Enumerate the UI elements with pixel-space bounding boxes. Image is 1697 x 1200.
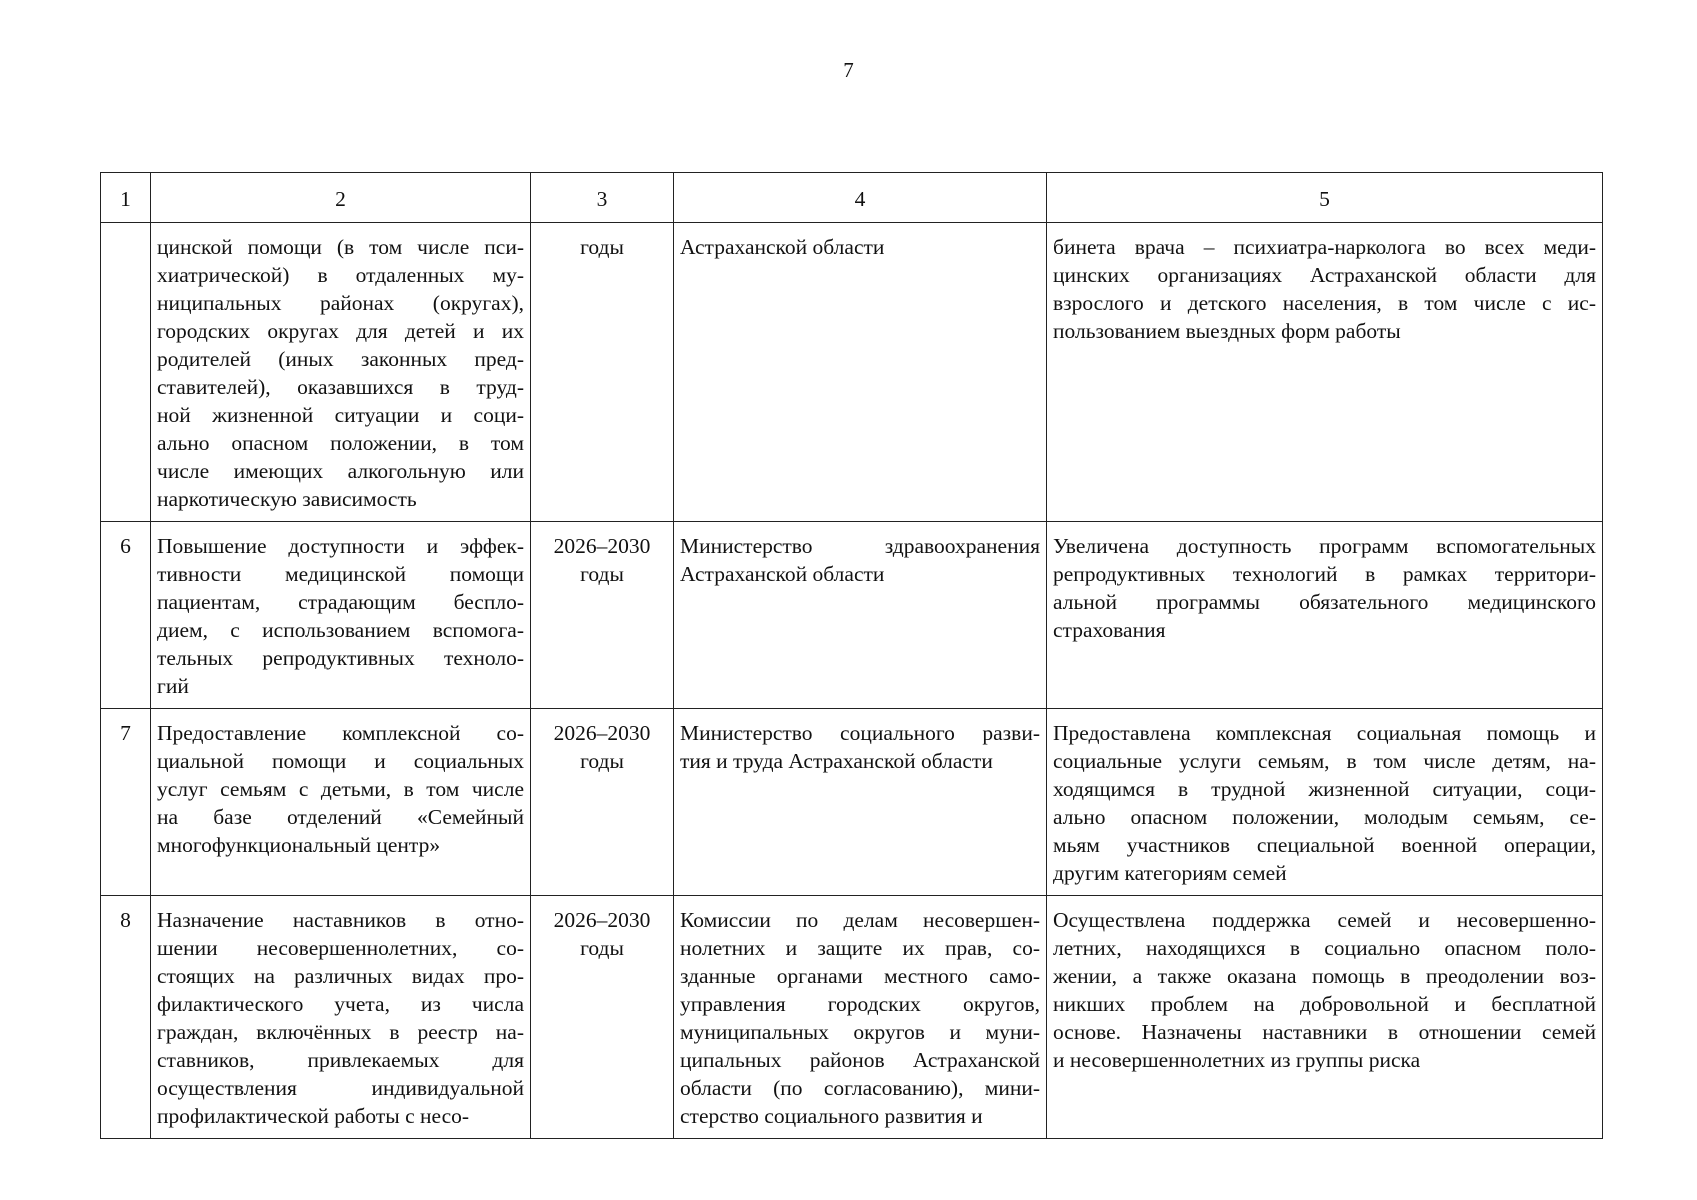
cell-text-line: стоящих на различных видах про- [157, 964, 524, 988]
cell-text-line: родителей (иных законных пред- [157, 347, 524, 371]
table-row [101, 896, 1603, 1139]
cell-text-line: мьям участников специальной военной операции, [1053, 833, 1596, 857]
cell-text-line: летних, находящихся в социально опасном поло- [1053, 936, 1596, 960]
page-number: 7 [843, 58, 854, 82]
table-row [101, 709, 1603, 896]
cell-text-line: ально опасном положении, молодым семьям, се- [1053, 805, 1596, 829]
measure-cell [151, 223, 531, 522]
cell-text-line: на базе отделений «Семейный [157, 805, 524, 829]
measure-cell [151, 896, 531, 1139]
cell-text-line: Министерство социального разви- [680, 721, 1040, 745]
cell-text-line: хиатрической) в отдаленных му- [157, 263, 524, 287]
cell-text-line: тия и труда Астраханской области [680, 749, 993, 773]
cell-text-line: Назначение наставников в отно- [157, 908, 524, 932]
cell-text-line: пользованием выездных форм работы [1053, 319, 1401, 343]
period-cell [531, 522, 674, 709]
row-number: 8 [101, 896, 151, 1139]
period-cell [531, 896, 674, 1139]
cell-text-line: филактического учета, из числа [157, 992, 524, 1016]
cell-text-line: Увеличена доступность программ вспомогательных [1053, 534, 1596, 558]
executor-cell [674, 709, 1047, 896]
measure-cell [151, 522, 531, 709]
cell-text-line: репродуктивных технологий в рамках территори- [1053, 562, 1596, 586]
cell-text-line: взрослого и детского населения, в том числе с ис- [1053, 291, 1596, 315]
period-cell [531, 709, 674, 896]
cell-text-line: страхования [1053, 618, 1166, 642]
result-cell [1047, 709, 1603, 896]
period-cell [531, 223, 674, 522]
cell-text-line: числе имеющих алкогольную или [157, 459, 524, 483]
table-row [101, 522, 1603, 709]
cell-text-line: гий [157, 674, 189, 698]
cell-text-line: муниципальных округов и муни- [680, 1020, 1040, 1044]
cell-text-line: Осуществлена поддержка семей и несовершенно- [1053, 908, 1596, 932]
cell-text-line: цинских организациях Астраханской области для [1053, 263, 1596, 287]
table-row [101, 223, 1603, 522]
cell-text-line: дием, с использованием вспомога- [157, 618, 524, 642]
cell-text-line: основе. Назначены наставники в отношении семей [1053, 1020, 1596, 1044]
executor-cell [674, 896, 1047, 1139]
cell-text-line: ниципальных районах (округах), [157, 291, 524, 315]
header-col-4: 4 [674, 173, 1047, 223]
cell-text-line: 2026–2030 [553, 908, 651, 932]
cell-text-line: Предоставлена комплексная социальная помощь и [1053, 721, 1596, 745]
cell-text-line: шении несовершеннолетних, со- [157, 936, 524, 960]
cell-text-line: области (по согласованию), мини- [680, 1076, 1040, 1100]
cell-text-line: Повышение доступности и эффек- [157, 534, 524, 558]
cell-text-line: многофункциональный центр» [157, 833, 441, 857]
cell-text-line: Комиссии по делам несовершен- [680, 908, 1040, 932]
cell-text-line: зданные органами местного само- [680, 964, 1040, 988]
cell-text-line: Предоставление комплексной со- [157, 721, 524, 745]
cell-text-line: управления городских округов, [680, 992, 1040, 1016]
executor-cell [674, 522, 1047, 709]
cell-text-line: циальной помощи и социальных [157, 749, 524, 773]
cell-text-line: городских округах для детей и их [157, 319, 524, 343]
cell-text-line: бинета врача – психиатра-нарколога во всех меди- [1053, 235, 1596, 259]
header-col-2: 2 [151, 173, 531, 223]
cell-text-line: годы [580, 936, 624, 960]
cell-text-line: ходящимся в трудной жизненной ситуации, соци- [1053, 777, 1596, 801]
cell-text-line: Министерство здравоохранения [680, 534, 1040, 558]
cell-text-line: тельных репродуктивных техноло- [157, 646, 524, 670]
cell-text-line: тивности медицинской помощи [157, 562, 524, 586]
cell-text-line: годы [580, 749, 624, 773]
table-header-row [101, 173, 1603, 223]
cell-text-line: Астраханской области [680, 235, 885, 259]
cell-text-line: и несовершеннолетних из группы риска [1053, 1048, 1421, 1072]
cell-text-line: ально опасном положении, в том [157, 431, 524, 455]
executor-cell [674, 223, 1047, 522]
cell-text-line: другим категориям семей [1053, 861, 1287, 885]
cell-text-line: профилактической работы с несо- [157, 1104, 470, 1128]
measure-cell [151, 709, 531, 896]
table-body [101, 223, 1603, 1139]
cell-text-line: социальные услуги семьям, в том числе детям, на- [1053, 749, 1596, 773]
cell-text-line: услуг семьям с детьми, в том числе [157, 777, 524, 801]
row-number: 6 [101, 522, 151, 709]
cell-text-line: наркотическую зависимость [157, 487, 417, 511]
cell-text-line: ставителей), оказавшихся в труд- [157, 375, 524, 399]
row-number [101, 223, 151, 522]
header-col-5: 5 [1047, 173, 1603, 223]
result-cell [1047, 522, 1603, 709]
cell-text-line: Астраханской области [680, 562, 885, 586]
cell-text-line: никших проблем на добровольной и бесплатной [1053, 992, 1596, 1016]
cell-text-line: 2026–2030 [553, 721, 651, 745]
result-cell [1047, 896, 1603, 1139]
cell-text-line: осуществления индивидуальной [157, 1076, 524, 1100]
cell-text-line: ципальных районов Астраханской [680, 1048, 1040, 1072]
cell-text-line: стерство социального развития и [680, 1104, 983, 1128]
cell-text-line: жении, а также оказана помощь в преодолении воз- [1053, 964, 1596, 988]
cell-text-line: годы [580, 562, 624, 586]
cell-text-line: альной программы обязательного медицинского [1053, 590, 1596, 614]
cell-text-line: пациентам, страдающим беспло- [157, 590, 524, 614]
cell-text-line: нолетних и защите их прав, со- [680, 936, 1040, 960]
result-cell [1047, 223, 1603, 522]
cell-text-line: ной жизненной ситуации и соци- [157, 403, 524, 427]
cell-text-line: 2026–2030 [553, 534, 651, 558]
cell-text-line: ставников, привлекаемых для [157, 1048, 524, 1072]
cell-text-line: граждан, включённых в реестр на- [157, 1020, 524, 1044]
header-col-3: 3 [531, 173, 674, 223]
cell-text-line: цинской помощи (в том числе пси- [157, 235, 524, 259]
measures-table [100, 172, 1603, 1139]
cell-text-line: годы [580, 235, 624, 259]
row-number: 7 [101, 709, 151, 896]
header-col-1: 1 [101, 173, 151, 223]
